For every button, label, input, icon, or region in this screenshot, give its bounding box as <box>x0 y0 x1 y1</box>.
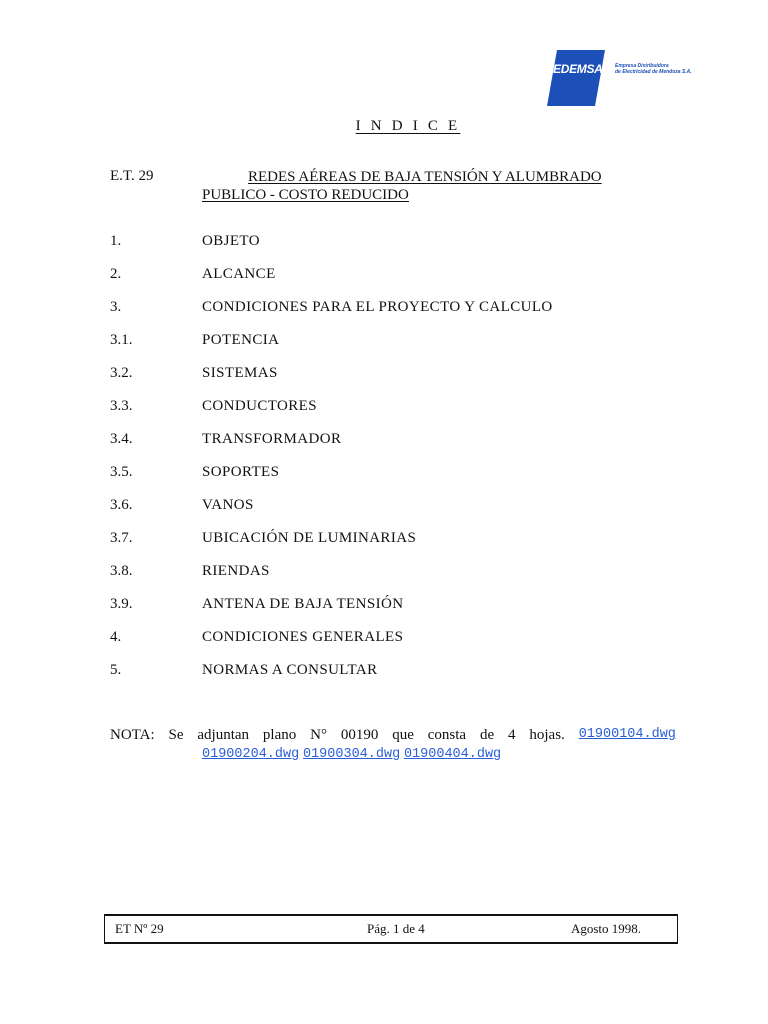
toc-number: 3. <box>110 299 122 315</box>
toc-label: CONDICIONES GENERALES <box>202 629 404 645</box>
company-logo <box>547 50 692 106</box>
toc-number: 3.9. <box>110 596 133 612</box>
footer-date: Agosto 1998. <box>570 921 641 936</box>
toc-label: UBICACIÓN DE LUMINARIAS <box>202 530 417 546</box>
note-word: 4 <box>508 727 516 743</box>
dwg-link-2[interactable]: 01900204.dwg <box>202 747 300 762</box>
toc-item <box>0 233 768 266</box>
note-word: que <box>392 727 414 743</box>
toc-number: 3.3. <box>110 398 133 414</box>
toc-label: NORMAS A CONSULTAR <box>202 662 378 678</box>
document-title <box>202 168 642 204</box>
toc-label: TRANSFORMADOR <box>202 431 342 447</box>
toc-label: POTENCIA <box>202 332 280 348</box>
note-word: N° <box>310 727 327 743</box>
toc-item <box>0 431 768 464</box>
note-word: NOTA: <box>110 727 155 743</box>
toc-number: 3.4. <box>110 431 133 447</box>
logo-name: EDEMSA <box>553 62 603 76</box>
toc-item <box>0 299 768 332</box>
toc-number: 3.5. <box>110 464 133 480</box>
toc-item <box>0 365 768 398</box>
toc-item <box>0 266 768 299</box>
toc-label: RIENDAS <box>202 563 270 579</box>
toc-item <box>0 629 768 662</box>
document-code: E.T. 29 <box>110 168 154 184</box>
note-word: hojas. <box>529 727 565 743</box>
dwg-link-4[interactable]: 01900404.dwg <box>403 747 502 762</box>
note-word: de <box>479 727 495 743</box>
dwg-link-1[interactable]: 01900104.dwg <box>578 727 676 742</box>
toc-item <box>0 332 768 365</box>
document-title-line2: PUBLICO - COSTO REDUCIDO <box>202 187 409 203</box>
dwg-link-3[interactable]: 01900304.dwg <box>302 747 401 762</box>
note-word: 00190 <box>340 727 379 743</box>
note-word: plano <box>262 727 297 743</box>
document-title-line1: REDES AÉREAS DE BAJA TENSIÓN Y ALUMBRADO <box>248 169 602 185</box>
toc-label: SISTEMAS <box>202 365 278 381</box>
note-paragraph <box>110 726 676 764</box>
toc-number: 1. <box>110 233 122 249</box>
toc-number: 3.6. <box>110 497 133 513</box>
page-title: I N D I C E <box>355 118 461 134</box>
note-word: consta <box>427 727 467 743</box>
toc-item <box>0 563 768 596</box>
toc-item <box>0 398 768 431</box>
table-of-contents <box>0 233 768 695</box>
logo-shape-icon <box>547 50 677 106</box>
toc-number: 5. <box>110 662 122 678</box>
toc-number: 3.7. <box>110 530 133 546</box>
toc-item <box>0 464 768 497</box>
toc-item <box>0 662 768 695</box>
toc-number: 3.2. <box>110 365 133 381</box>
note-line1 <box>110 726 676 744</box>
toc-label: OBJETO <box>202 233 260 249</box>
toc-item <box>0 497 768 530</box>
toc-label: ALCANCE <box>202 266 276 282</box>
toc-item <box>0 530 768 563</box>
footer-page-number: Pág. 1 de 4 <box>367 921 425 936</box>
footer-doc-number: ET Nº 29 <box>115 921 164 936</box>
toc-item <box>0 596 768 629</box>
note-word: adjuntan <box>197 727 250 743</box>
toc-number: 3.8. <box>110 563 133 579</box>
note-line2 <box>110 744 676 764</box>
toc-label: CONDICIONES PARA EL PROYECTO Y CALCULO <box>202 299 553 315</box>
page-footer <box>104 914 678 944</box>
toc-label: VANOS <box>202 497 254 513</box>
toc-label: SOPORTES <box>202 464 280 480</box>
toc-number: 4. <box>110 629 122 645</box>
logo-subtitle-line2: de Electricidad de Mendoza S.A. <box>615 69 692 75</box>
logo-subtitle-line1: Empresa Distribuidora <box>615 63 669 69</box>
toc-label: ANTENA DE BAJA TENSIÓN <box>202 596 404 612</box>
toc-label: CONDUCTORES <box>202 398 317 414</box>
note-word: Se <box>168 727 184 743</box>
toc-number: 3.1. <box>110 332 133 348</box>
toc-number: 2. <box>110 266 122 282</box>
